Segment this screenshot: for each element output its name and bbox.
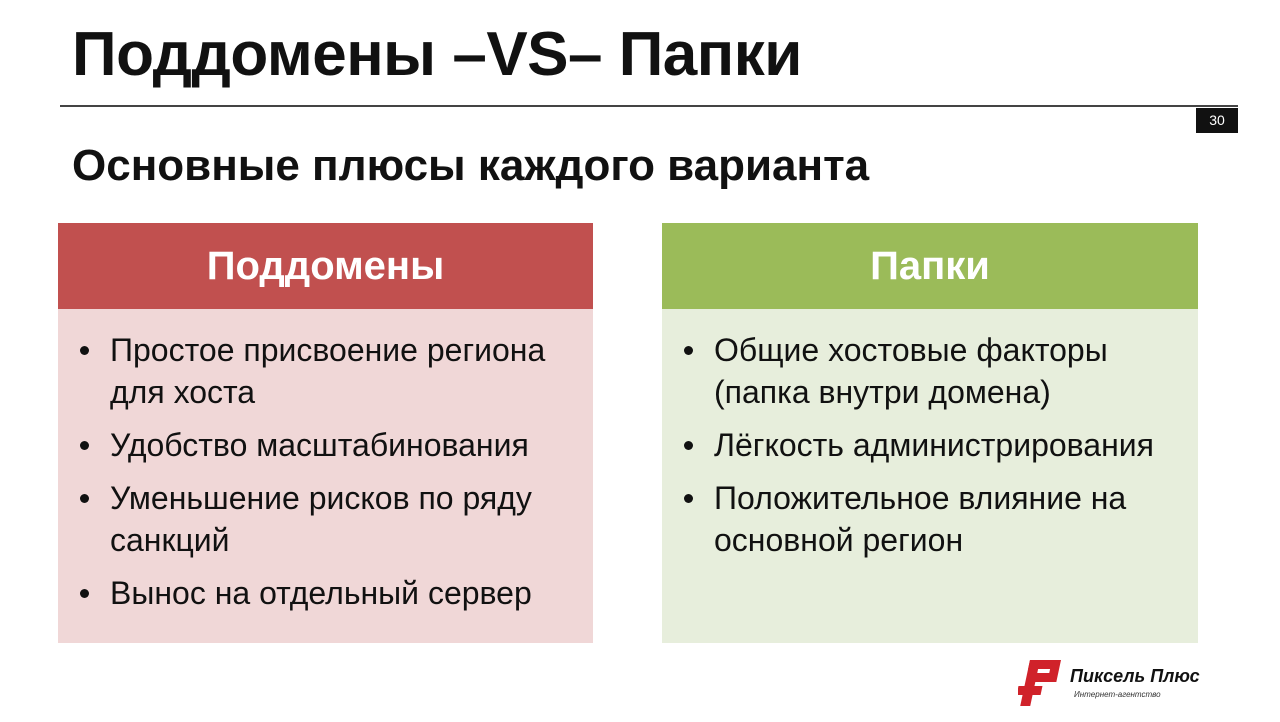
pixel-plus-logo-icon (1018, 660, 1062, 706)
list-item (684, 424, 1178, 466)
list-item (80, 477, 573, 561)
list-item (80, 572, 573, 614)
list-item (684, 477, 1178, 561)
list-item-text: Общие хостовые факторы (папка внутри домена) (714, 332, 1108, 410)
logo-name: Пиксель Плюс (1070, 666, 1200, 686)
bullet-icon (80, 589, 89, 598)
bullet-icon (80, 494, 89, 503)
list-item-text: Уменьшение рисков по ряду санкций (110, 480, 532, 558)
list-item-text: Удобство масштабинования (110, 427, 529, 463)
subdomains-panel-heading: Поддомены (58, 223, 593, 309)
list-item-text: Простое присвоение региона для хоста (110, 332, 546, 410)
bullet-icon (684, 494, 693, 503)
list-item (80, 424, 573, 466)
title-divider (60, 105, 1238, 107)
subdomains-pros-list (58, 309, 593, 614)
slide-title: Поддомены –VS– Папки (72, 20, 802, 89)
list-item-text: Положительное влияние на основной регион (714, 480, 1127, 558)
slide-subtitle: Основные плюсы каждого варианта (72, 141, 870, 190)
list-item-text: Вынос на отдельный сервер (110, 575, 532, 611)
list-item (80, 329, 573, 413)
bullet-icon (684, 441, 693, 450)
folders-panel-heading: Папки (662, 223, 1198, 309)
bullet-icon (80, 346, 89, 355)
subdomains-panel (58, 223, 593, 643)
folders-pros-list (662, 309, 1198, 561)
company-logo (1018, 660, 1238, 710)
page-number-badge: 30 (1196, 108, 1238, 133)
bullet-icon (684, 346, 693, 355)
list-item-text: Лёгкость администрирования (714, 427, 1154, 463)
bullet-icon (80, 441, 89, 450)
list-item (684, 329, 1178, 413)
folders-panel (662, 223, 1198, 643)
logo-tagline: Интернет-агентство (1074, 690, 1161, 699)
